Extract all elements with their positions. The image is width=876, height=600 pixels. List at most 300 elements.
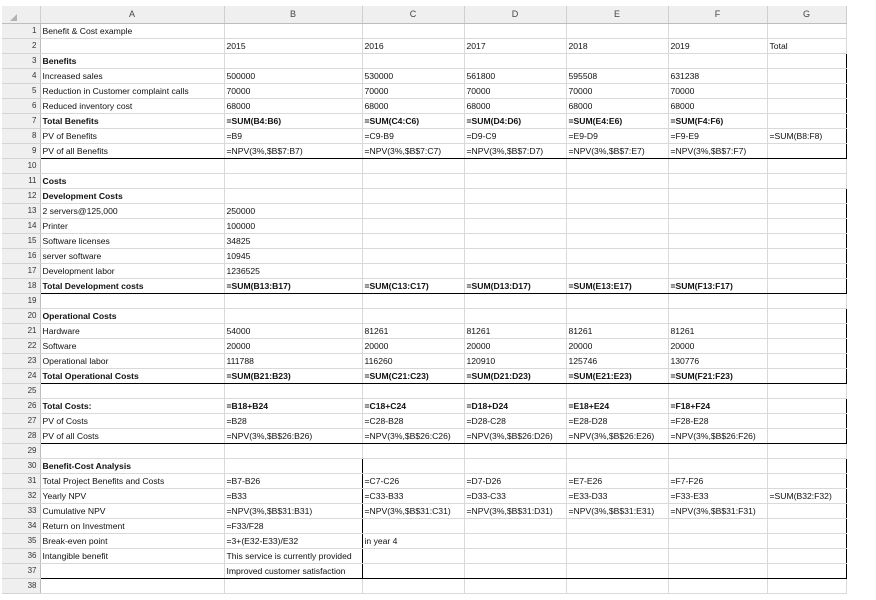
cell-g38[interactable] (767, 578, 846, 593)
cell-g36[interactable] (767, 548, 846, 563)
cell-g24[interactable] (767, 368, 846, 383)
cell-b17[interactable]: 1236525 (224, 263, 362, 278)
cell-d13[interactable] (464, 203, 566, 218)
cell-f35[interactable] (668, 533, 767, 548)
row-header[interactable]: 34 (2, 518, 40, 533)
row-header[interactable]: 9 (2, 143, 40, 158)
cell-a26[interactable]: Total Costs: (40, 398, 224, 413)
cell-a5[interactable]: Reduction in Customer complaint calls (40, 83, 224, 98)
cell-a15[interactable]: Software licenses (40, 233, 224, 248)
cell-c25[interactable] (362, 383, 464, 398)
row-header[interactable]: 19 (2, 293, 40, 308)
cell-d28[interactable]: =NPV(3%,$B$26:D26) (464, 428, 566, 443)
cell-d11[interactable] (464, 173, 566, 188)
cell-f28[interactable]: =NPV(3%,$B$26:F26) (668, 428, 767, 443)
cell-b18[interactable]: =SUM(B13:B17) (224, 278, 362, 293)
cell-c8[interactable]: =C9-B9 (362, 128, 464, 143)
cell-f6[interactable]: 68000 (668, 98, 767, 113)
cell-b37[interactable]: Improved customer satisfaction (224, 563, 362, 578)
row-header[interactable]: 27 (2, 413, 40, 428)
cell-a6[interactable]: Reduced inventory cost (40, 98, 224, 113)
cell-f33[interactable]: =NPV(3%,$B$31:F31) (668, 503, 767, 518)
cell-g17[interactable] (767, 263, 846, 278)
cell-f19[interactable] (668, 293, 767, 308)
cell-b21[interactable]: 54000 (224, 323, 362, 338)
row-header[interactable]: 13 (2, 203, 40, 218)
cell-f22[interactable]: 20000 (668, 338, 767, 353)
cell-a38[interactable] (40, 578, 224, 593)
cell-g19[interactable] (767, 293, 846, 308)
row-header[interactable]: 10 (2, 158, 40, 173)
cell-d6[interactable]: 68000 (464, 98, 566, 113)
row-header[interactable]: 35 (2, 533, 40, 548)
cell-b15[interactable]: 34825 (224, 233, 362, 248)
cell-e19[interactable] (566, 293, 668, 308)
cell-d30[interactable] (464, 458, 566, 473)
cell-e8[interactable]: =E9-D9 (566, 128, 668, 143)
cell-b10[interactable] (224, 158, 362, 173)
cell-g11[interactable] (767, 173, 846, 188)
cell-a23[interactable]: Operational labor (40, 353, 224, 368)
cell-c18[interactable]: =SUM(C13:C17) (362, 278, 464, 293)
cell-e25[interactable] (566, 383, 668, 398)
cell-e6[interactable]: 68000 (566, 98, 668, 113)
cell-d18[interactable]: =SUM(D13:D17) (464, 278, 566, 293)
cell-d12[interactable] (464, 188, 566, 203)
cell-a4[interactable]: Increased sales (40, 68, 224, 83)
cell-d36[interactable] (464, 548, 566, 563)
cell-g13[interactable] (767, 203, 846, 218)
cell-g31[interactable] (767, 473, 846, 488)
cell-e35[interactable] (566, 533, 668, 548)
cell-e1[interactable] (566, 23, 668, 38)
cell-c12[interactable] (362, 188, 464, 203)
cell-b38[interactable] (224, 578, 362, 593)
cell-d35[interactable] (464, 533, 566, 548)
cell-g6[interactable] (767, 98, 846, 113)
cell-c21[interactable]: 81261 (362, 323, 464, 338)
cell-c13[interactable] (362, 203, 464, 218)
cell-b36[interactable]: This service is currently provided (224, 548, 362, 563)
cell-g18[interactable] (767, 278, 846, 293)
cell-a29[interactable] (40, 443, 224, 458)
cell-f29[interactable] (668, 443, 767, 458)
cell-g7[interactable] (767, 113, 846, 128)
cell-a2[interactable] (40, 38, 224, 53)
cell-d17[interactable] (464, 263, 566, 278)
cell-c19[interactable] (362, 293, 464, 308)
cell-e13[interactable] (566, 203, 668, 218)
cell-d16[interactable] (464, 248, 566, 263)
cell-f9[interactable]: =NPV(3%,$B$7:F7) (668, 143, 767, 158)
cell-g16[interactable] (767, 248, 846, 263)
row-header[interactable]: 38 (2, 578, 40, 593)
cell-e24[interactable]: =SUM(E21:E23) (566, 368, 668, 383)
cell-f12[interactable] (668, 188, 767, 203)
cell-b27[interactable]: =B28 (224, 413, 362, 428)
row-header[interactable]: 25 (2, 383, 40, 398)
row-header[interactable]: 4 (2, 68, 40, 83)
cell-f8[interactable]: =F9-E9 (668, 128, 767, 143)
cell-d22[interactable]: 20000 (464, 338, 566, 353)
cell-f3[interactable] (668, 53, 767, 68)
cell-b4[interactable]: 500000 (224, 68, 362, 83)
cell-b30[interactable] (224, 458, 362, 473)
cell-g26[interactable] (767, 398, 846, 413)
cell-e36[interactable] (566, 548, 668, 563)
cell-d34[interactable] (464, 518, 566, 533)
cell-f30[interactable] (668, 458, 767, 473)
cell-b19[interactable] (224, 293, 362, 308)
cell-g3[interactable] (767, 53, 846, 68)
cell-c29[interactable] (362, 443, 464, 458)
cell-g12[interactable] (767, 188, 846, 203)
row-header[interactable]: 31 (2, 473, 40, 488)
column-header-f[interactable]: F (668, 6, 767, 23)
cell-a28[interactable]: PV of all Costs (40, 428, 224, 443)
cell-a12[interactable]: Development Costs (40, 188, 224, 203)
column-header-g[interactable]: G (767, 6, 846, 23)
cell-f15[interactable] (668, 233, 767, 248)
cell-c28[interactable]: =NPV(3%,$B$26:C26) (362, 428, 464, 443)
cell-b7[interactable]: =SUM(B4:B6) (224, 113, 362, 128)
cell-e10[interactable] (566, 158, 668, 173)
cell-a7[interactable]: Total Benefits (40, 113, 224, 128)
cell-g21[interactable] (767, 323, 846, 338)
cell-e5[interactable]: 70000 (566, 83, 668, 98)
cell-e12[interactable] (566, 188, 668, 203)
row-header[interactable]: 36 (2, 548, 40, 563)
cell-g9[interactable] (767, 143, 846, 158)
cell-f10[interactable] (668, 158, 767, 173)
cell-g4[interactable] (767, 68, 846, 83)
cell-a14[interactable]: Printer (40, 218, 224, 233)
cell-f25[interactable] (668, 383, 767, 398)
cell-d8[interactable]: =D9-C9 (464, 128, 566, 143)
row-header[interactable]: 30 (2, 458, 40, 473)
cell-a19[interactable] (40, 293, 224, 308)
cell-g33[interactable] (767, 503, 846, 518)
cell-a13[interactable]: 2 servers@125,000 (40, 203, 224, 218)
cell-c37[interactable] (362, 563, 464, 578)
cell-e11[interactable] (566, 173, 668, 188)
row-header[interactable]: 17 (2, 263, 40, 278)
cell-a10[interactable] (40, 158, 224, 173)
cell-d21[interactable]: 81261 (464, 323, 566, 338)
cell-f20[interactable] (668, 308, 767, 323)
cell-b34[interactable]: =F33/F28 (224, 518, 362, 533)
cell-e38[interactable] (566, 578, 668, 593)
row-header[interactable]: 18 (2, 278, 40, 293)
cell-c26[interactable]: =C18+C24 (362, 398, 464, 413)
cell-a18[interactable]: Total Development costs (40, 278, 224, 293)
cell-f38[interactable] (668, 578, 767, 593)
cell-e27[interactable]: =E28-D28 (566, 413, 668, 428)
cell-d26[interactable]: =D18+D24 (464, 398, 566, 413)
cell-f24[interactable]: =SUM(F21:F23) (668, 368, 767, 383)
cell-f14[interactable] (668, 218, 767, 233)
cell-g2[interactable]: Total (767, 38, 846, 53)
column-header-b[interactable]: B (224, 6, 362, 23)
cell-b35[interactable]: =3+(E32-E33)/E32 (224, 533, 362, 548)
cell-a8[interactable]: PV of Benefits (40, 128, 224, 143)
cell-b26[interactable]: =B18+B24 (224, 398, 362, 413)
cell-b14[interactable]: 100000 (224, 218, 362, 233)
cell-b25[interactable] (224, 383, 362, 398)
cell-g30[interactable] (767, 458, 846, 473)
cell-c9[interactable]: =NPV(3%,$B$7:C7) (362, 143, 464, 158)
cell-d37[interactable] (464, 563, 566, 578)
column-header-e[interactable]: E (566, 6, 668, 23)
cell-b5[interactable]: 70000 (224, 83, 362, 98)
cell-e37[interactable] (566, 563, 668, 578)
cell-a17[interactable]: Development labor (40, 263, 224, 278)
row-header[interactable]: 32 (2, 488, 40, 503)
cell-g1[interactable] (767, 23, 846, 38)
cell-d31[interactable]: =D7-D26 (464, 473, 566, 488)
cell-e7[interactable]: =SUM(E4:E6) (566, 113, 668, 128)
cell-f27[interactable]: =F28-E28 (668, 413, 767, 428)
cell-e18[interactable]: =SUM(E13:E17) (566, 278, 668, 293)
cell-c6[interactable]: 68000 (362, 98, 464, 113)
cell-a22[interactable]: Software (40, 338, 224, 353)
cell-c34[interactable] (362, 518, 464, 533)
cell-b31[interactable]: =B7-B26 (224, 473, 362, 488)
row-header[interactable]: 7 (2, 113, 40, 128)
cell-b20[interactable] (224, 308, 362, 323)
cell-c32[interactable]: =C33-B33 (362, 488, 464, 503)
cell-e31[interactable]: =E7-E26 (566, 473, 668, 488)
cell-e23[interactable]: 125746 (566, 353, 668, 368)
cell-e32[interactable]: =E33-D33 (566, 488, 668, 503)
row-header[interactable]: 28 (2, 428, 40, 443)
cell-b8[interactable]: =B9 (224, 128, 362, 143)
cell-b28[interactable]: =NPV(3%,$B$26:B26) (224, 428, 362, 443)
cell-g10[interactable] (767, 158, 846, 173)
cell-d19[interactable] (464, 293, 566, 308)
cell-c4[interactable]: 530000 (362, 68, 464, 83)
row-header[interactable]: 26 (2, 398, 40, 413)
cell-c10[interactable] (362, 158, 464, 173)
cell-d27[interactable]: =D28-C28 (464, 413, 566, 428)
cell-g20[interactable] (767, 308, 846, 323)
cell-c23[interactable]: 116260 (362, 353, 464, 368)
cell-c14[interactable] (362, 218, 464, 233)
cell-c36[interactable] (362, 548, 464, 563)
row-header[interactable]: 22 (2, 338, 40, 353)
row-header[interactable]: 14 (2, 218, 40, 233)
cell-b32[interactable]: =B33 (224, 488, 362, 503)
cell-b6[interactable]: 68000 (224, 98, 362, 113)
cell-e21[interactable]: 81261 (566, 323, 668, 338)
cell-e16[interactable] (566, 248, 668, 263)
cell-a11[interactable]: Costs (40, 173, 224, 188)
cell-a37[interactable] (40, 563, 224, 578)
cell-d38[interactable] (464, 578, 566, 593)
row-header[interactable]: 8 (2, 128, 40, 143)
cell-a21[interactable]: Hardware (40, 323, 224, 338)
row-header[interactable]: 12 (2, 188, 40, 203)
cell-a20[interactable]: Operational Costs (40, 308, 224, 323)
cell-b16[interactable]: 10945 (224, 248, 362, 263)
cell-d14[interactable] (464, 218, 566, 233)
cell-e28[interactable]: =NPV(3%,$B$26:E26) (566, 428, 668, 443)
cell-d9[interactable]: =NPV(3%,$B$7:D7) (464, 143, 566, 158)
cell-d15[interactable] (464, 233, 566, 248)
cell-e33[interactable]: =NPV(3%,$B$31:E31) (566, 503, 668, 518)
cell-a3[interactable]: Benefits (40, 53, 224, 68)
cell-c2[interactable]: 2016 (362, 38, 464, 53)
cell-f21[interactable]: 81261 (668, 323, 767, 338)
cell-f11[interactable] (668, 173, 767, 188)
cell-b33[interactable]: =NPV(3%,$B$31:B31) (224, 503, 362, 518)
cell-b11[interactable] (224, 173, 362, 188)
cell-g23[interactable] (767, 353, 846, 368)
cell-a30[interactable]: Benefit-Cost Analysis (40, 458, 224, 473)
cell-e20[interactable] (566, 308, 668, 323)
cell-b9[interactable]: =NPV(3%,$B$7:B7) (224, 143, 362, 158)
row-header[interactable]: 23 (2, 353, 40, 368)
column-header-d[interactable]: D (464, 6, 566, 23)
cell-g8[interactable]: =SUM(B8:F8) (767, 128, 846, 143)
cell-f1[interactable] (668, 23, 767, 38)
cell-c3[interactable] (362, 53, 464, 68)
select-all-corner[interactable] (2, 6, 40, 23)
cell-f18[interactable]: =SUM(F13:F17) (668, 278, 767, 293)
cell-e2[interactable]: 2018 (566, 38, 668, 53)
column-header-c[interactable]: C (362, 6, 464, 23)
cell-a34[interactable]: Return on Investment (40, 518, 224, 533)
cell-a27[interactable]: PV of Costs (40, 413, 224, 428)
cell-e17[interactable] (566, 263, 668, 278)
cell-c27[interactable]: =C28-B28 (362, 413, 464, 428)
cell-b12[interactable] (224, 188, 362, 203)
cell-b23[interactable]: 111788 (224, 353, 362, 368)
cell-e3[interactable] (566, 53, 668, 68)
cell-g32[interactable]: =SUM(B32:F32) (767, 488, 846, 503)
cell-d29[interactable] (464, 443, 566, 458)
cell-f2[interactable]: 2019 (668, 38, 767, 53)
cell-a9[interactable]: PV of all Benefits (40, 143, 224, 158)
row-header[interactable]: 15 (2, 233, 40, 248)
cell-c17[interactable] (362, 263, 464, 278)
cell-a24[interactable]: Total Operational Costs (40, 368, 224, 383)
row-header[interactable]: 37 (2, 563, 40, 578)
cell-e22[interactable]: 20000 (566, 338, 668, 353)
cell-f26[interactable]: =F18+F24 (668, 398, 767, 413)
cell-b22[interactable]: 20000 (224, 338, 362, 353)
cell-c24[interactable]: =SUM(C21:C23) (362, 368, 464, 383)
cell-e15[interactable] (566, 233, 668, 248)
row-header[interactable]: 1 (2, 23, 40, 38)
cell-d20[interactable] (464, 308, 566, 323)
cell-e4[interactable]: 595508 (566, 68, 668, 83)
cell-e34[interactable] (566, 518, 668, 533)
cell-g29[interactable] (767, 443, 846, 458)
cell-a36[interactable]: Intangible benefit (40, 548, 224, 563)
cell-a33[interactable]: Cumulative NPV (40, 503, 224, 518)
cell-f36[interactable] (668, 548, 767, 563)
cell-c15[interactable] (362, 233, 464, 248)
cell-a16[interactable]: server software (40, 248, 224, 263)
cell-b1[interactable] (224, 23, 362, 38)
cell-a31[interactable]: Total Project Benefits and Costs (40, 473, 224, 488)
row-header[interactable]: 24 (2, 368, 40, 383)
row-header[interactable]: 2 (2, 38, 40, 53)
cell-g22[interactable] (767, 338, 846, 353)
cell-e29[interactable] (566, 443, 668, 458)
cell-c1[interactable] (362, 23, 464, 38)
cell-g35[interactable] (767, 533, 846, 548)
cell-a1[interactable]: Benefit & Cost example (40, 23, 224, 38)
cell-b3[interactable] (224, 53, 362, 68)
cell-d3[interactable] (464, 53, 566, 68)
cell-c20[interactable] (362, 308, 464, 323)
cell-f7[interactable]: =SUM(F4:F6) (668, 113, 767, 128)
cell-d4[interactable]: 561800 (464, 68, 566, 83)
cell-d32[interactable]: =D33-C33 (464, 488, 566, 503)
row-header[interactable]: 16 (2, 248, 40, 263)
cell-d2[interactable]: 2017 (464, 38, 566, 53)
cell-e30[interactable] (566, 458, 668, 473)
cell-f23[interactable]: 130776 (668, 353, 767, 368)
cell-f13[interactable] (668, 203, 767, 218)
cell-d10[interactable] (464, 158, 566, 173)
cell-b29[interactable] (224, 443, 362, 458)
cell-d33[interactable]: =NPV(3%,$B$31:D31) (464, 503, 566, 518)
cell-d25[interactable] (464, 383, 566, 398)
cell-g37[interactable] (767, 563, 846, 578)
cell-g27[interactable] (767, 413, 846, 428)
cell-b13[interactable]: 250000 (224, 203, 362, 218)
cell-f5[interactable]: 70000 (668, 83, 767, 98)
row-header[interactable]: 11 (2, 173, 40, 188)
cell-a32[interactable]: Yearly NPV (40, 488, 224, 503)
cell-g5[interactable] (767, 83, 846, 98)
cell-g14[interactable] (767, 218, 846, 233)
row-header[interactable]: 21 (2, 323, 40, 338)
cell-c31[interactable]: =C7-C26 (362, 473, 464, 488)
cell-g15[interactable] (767, 233, 846, 248)
cell-c33[interactable]: =NPV(3%,$B$31:C31) (362, 503, 464, 518)
cell-d23[interactable]: 120910 (464, 353, 566, 368)
cell-d24[interactable]: =SUM(D21:D23) (464, 368, 566, 383)
cell-f4[interactable]: 631238 (668, 68, 767, 83)
cell-a25[interactable] (40, 383, 224, 398)
cell-f16[interactable] (668, 248, 767, 263)
row-header[interactable]: 33 (2, 503, 40, 518)
cell-d1[interactable] (464, 23, 566, 38)
cell-g25[interactable] (767, 383, 846, 398)
cell-b24[interactable]: =SUM(B21:B23) (224, 368, 362, 383)
cell-f32[interactable]: =F33-E33 (668, 488, 767, 503)
cell-f17[interactable] (668, 263, 767, 278)
cell-b2[interactable]: 2015 (224, 38, 362, 53)
cell-e26[interactable]: =E18+E24 (566, 398, 668, 413)
cell-f37[interactable] (668, 563, 767, 578)
cell-g34[interactable] (767, 518, 846, 533)
cell-g28[interactable] (767, 428, 846, 443)
row-header[interactable]: 6 (2, 98, 40, 113)
cell-c22[interactable]: 20000 (362, 338, 464, 353)
cell-c38[interactable] (362, 578, 464, 593)
column-header-a[interactable]: A (40, 6, 224, 23)
cell-d7[interactable]: =SUM(D4:D6) (464, 113, 566, 128)
row-header[interactable]: 3 (2, 53, 40, 68)
cell-c7[interactable]: =SUM(C4:C6) (362, 113, 464, 128)
cell-e9[interactable]: =NPV(3%,$B$7:E7) (566, 143, 668, 158)
cell-a35[interactable]: Break-even point (40, 533, 224, 548)
